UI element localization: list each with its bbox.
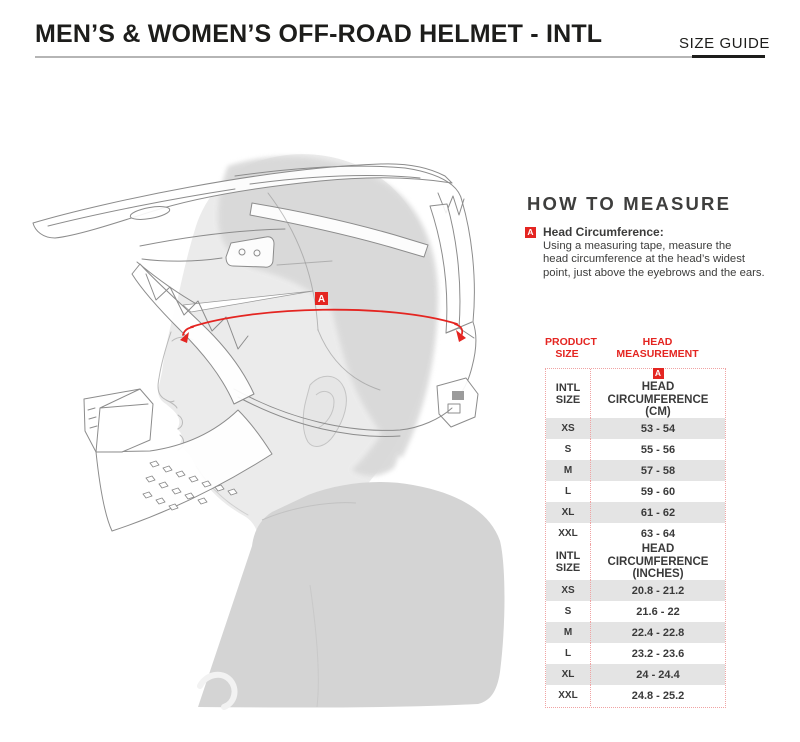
size-cell: XL (561, 507, 575, 518)
size-cell: XXL (558, 528, 578, 539)
marker-a-label: A (317, 294, 326, 305)
size-cell: XL (561, 669, 575, 680)
range-cell: 23.2 - 23.6 (590, 643, 725, 664)
intl-size-label: INTL SIZE (555, 550, 581, 574)
description-line: head circumference at the head’s widest (543, 253, 745, 266)
description-line: Using a measuring tape, measure the (543, 240, 732, 252)
size-cell: L (564, 648, 572, 659)
range-cell: 22.4 - 22.8 (590, 622, 725, 643)
range-cell: 59 - 60 (590, 481, 725, 502)
table-row (546, 418, 725, 439)
size-cell: XS (561, 585, 575, 596)
size-cell: S (564, 444, 572, 455)
table-row (546, 580, 725, 601)
table-row (546, 601, 725, 622)
rear-spoiler (437, 378, 478, 427)
size-cell: L (564, 486, 572, 497)
marker-a-badge: A (653, 368, 664, 379)
table-row (546, 439, 725, 460)
how-to-measure-section (527, 193, 792, 280)
size-cell: XS (561, 423, 575, 434)
title-rule (35, 56, 692, 58)
size-cell: S (564, 606, 572, 617)
table-row (546, 622, 725, 643)
range-cell: 55 - 56 (590, 439, 725, 460)
table-section-header-cm (546, 369, 725, 418)
measurement-marker (315, 292, 328, 305)
measure-item-head-circumference (527, 226, 792, 280)
page-title: MEN’S & WOMEN’S OFF-ROAD HELMET - INTL (35, 20, 603, 48)
measure-item-description (543, 240, 792, 280)
table-row (546, 685, 725, 706)
head-circumference-cm-label: A HEAD CIRCUMFERENCE (CM) (590, 369, 725, 418)
table-row (546, 460, 725, 481)
helmet-illustration (0, 80, 540, 742)
head-measurement-header: HEAD MEASUREMENT (616, 336, 699, 360)
range-cell: 63 - 64 (590, 523, 725, 544)
how-to-measure-heading: HOW TO MEASURE (527, 193, 732, 214)
size-cell: M (563, 465, 573, 476)
table-row (546, 481, 725, 502)
table-row (546, 664, 725, 685)
table-row (546, 502, 725, 523)
size-cell: XXL (558, 690, 578, 701)
marker-a-badge: A (525, 227, 536, 238)
size-guide-label: SIZE GUIDE (678, 35, 770, 52)
table-section-header-inches (546, 544, 725, 580)
table-column-headers (545, 336, 726, 360)
range-cell: 57 - 58 (590, 460, 725, 481)
mouth-vent (84, 389, 153, 452)
intl-size-label: INTL SIZE (555, 381, 581, 406)
range-cell: 24.8 - 25.2 (590, 685, 725, 706)
head-circumference-inches-label: HEAD CIRCUMFERENCE (INCHES) (590, 544, 725, 580)
size-table (545, 368, 726, 708)
table-row (546, 523, 725, 544)
range-cell: 21.6 - 22 (590, 601, 725, 622)
range-cell: 24 - 24.4 (590, 664, 725, 685)
description-line: point, just above the eyebrows and the ears. (543, 266, 765, 279)
range-cell: 61 - 62 (590, 502, 725, 523)
size-cell: M (563, 627, 573, 638)
measure-item-title: Head Circumference: (543, 225, 664, 239)
table-row (546, 643, 725, 664)
size-guide-underline (692, 55, 765, 58)
range-cell: 20.8 - 21.2 (590, 580, 725, 601)
range-cell: 53 - 54 (590, 418, 725, 439)
product-size-header: PRODUCT SIZE (545, 336, 597, 360)
